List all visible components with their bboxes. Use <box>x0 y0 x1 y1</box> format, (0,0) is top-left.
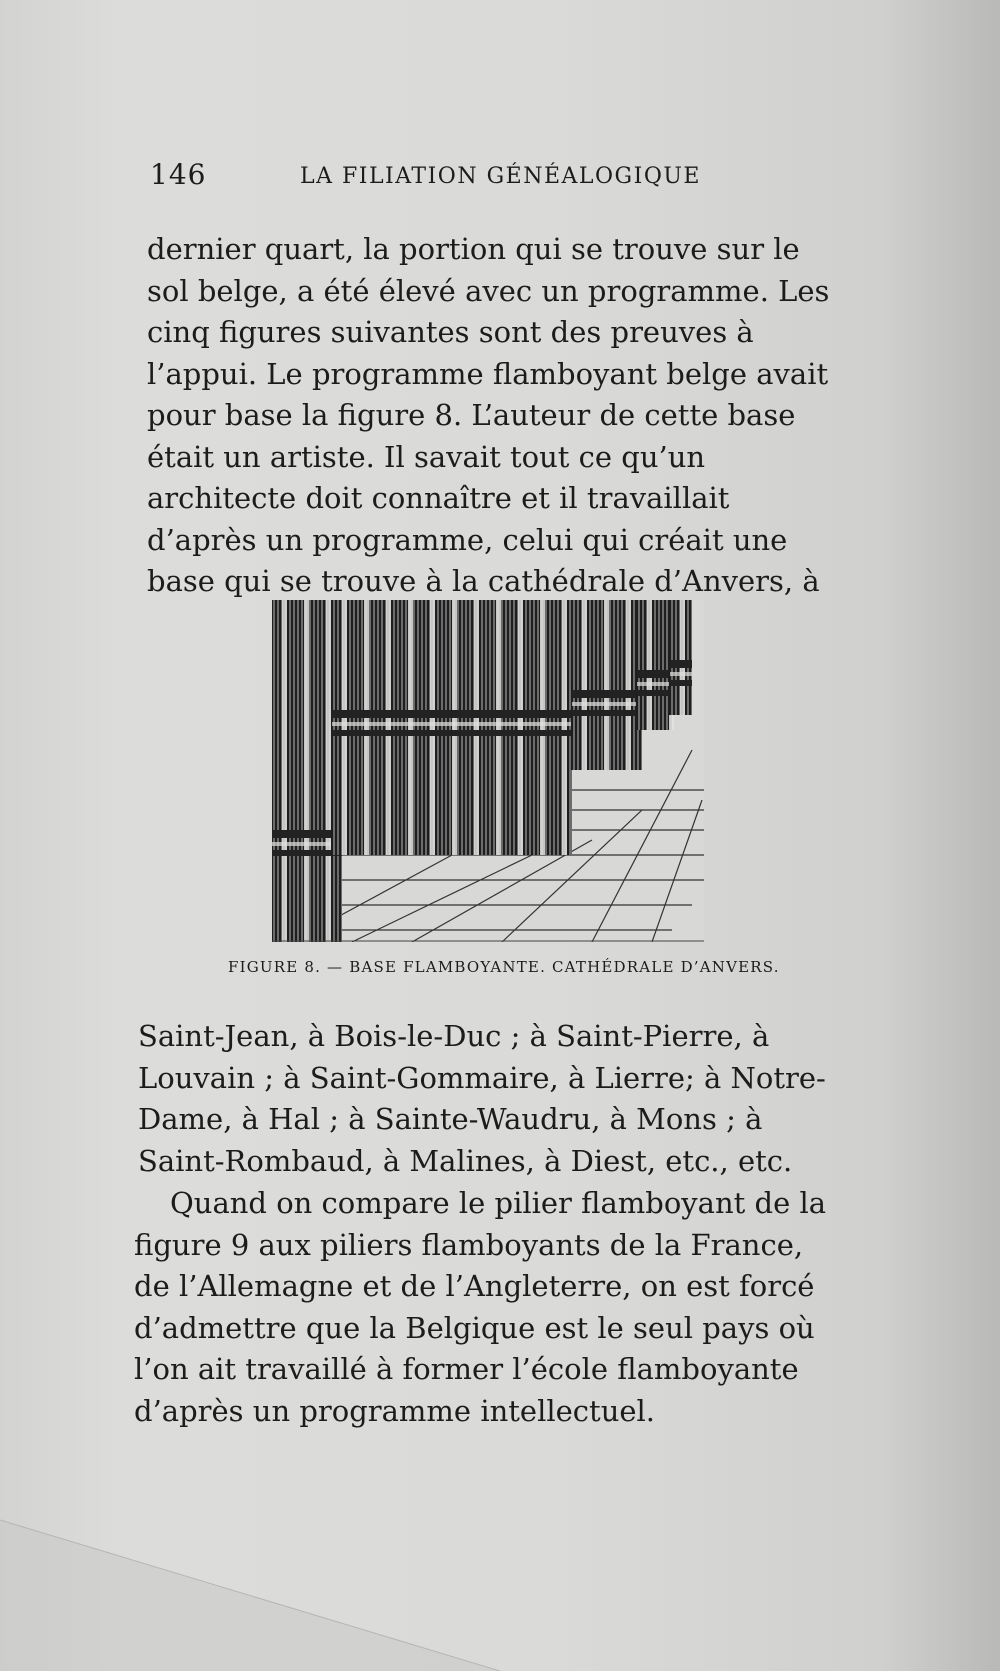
paragraph-1: dernier quart, la portion qui se trouve sur le sol belge, a été élevé avec un programme. Les cinq figures suivantes sont des preuves à l’appui. Le programme flamboyant belge avait pour base la figure 8. L’auteur de cette base était un artiste. Il savait tout ce qu’un architecte doit connaître et il travaillait d’après un programme, celui qui créait une base qui se trouve à la cathédrale d’Anvers, à <box>147 232 830 598</box>
running-head: LA FILIATION GÉNÉALOGIQUE <box>300 164 701 189</box>
figure-caption: FIGURE 8. — BASE FLAMBOYANTE. CATHÉDRALE D’ANVERS. <box>228 958 780 976</box>
page-header <box>150 158 830 198</box>
paragraph-3-text: Quand on compare le pilier flamboyant de la figure 9 aux piliers flamboyants de la France, de l’Allemagne et de l’Angleterre, on est forcé d’admettre que la Belgique est le seul pays où l’on ait travaillé à former l’école flamboyante d’après un programme intellectuel. <box>134 1186 827 1428</box>
paper-fold-shadow <box>0 1500 500 1671</box>
page-number: 146 <box>150 158 207 191</box>
paragraph-2: Saint-Jean, à Bois-le-Duc ; à Saint-Pierre, à Louvain ; à Saint-Gommaire, à Lierre; à Notre-Dame, à Hal ; à Sainte-Waudru, à Mons ; à Saint-Rombaud, à Malines, à Diest, etc., etc. <box>138 1019 826 1178</box>
figure-engraving <box>272 600 704 942</box>
column-bases-illustration <box>272 600 704 942</box>
paragraph-3 <box>134 1183 830 1432</box>
